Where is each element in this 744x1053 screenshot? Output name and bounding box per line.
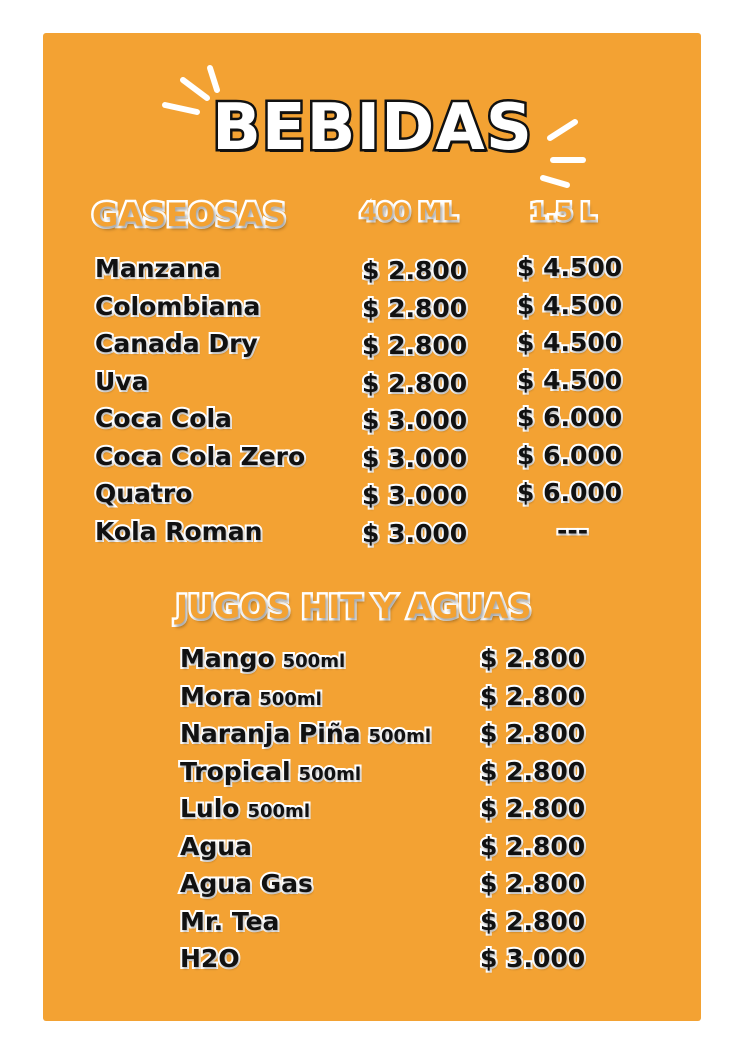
jugo-name: Naranja Piña — [180, 719, 361, 748]
jugo-price: $ 2.800 — [480, 719, 586, 748]
jugo-item — [180, 832, 252, 861]
price-400ml: $ 2.800 — [362, 293, 468, 323]
gaseosa-name: Quatro — [95, 479, 193, 508]
jugo-price: $ 2.800 — [480, 869, 586, 898]
jugo-price: $ 2.800 — [480, 644, 586, 673]
jugo-item — [180, 944, 240, 973]
price-400ml: $ 2.800 — [362, 331, 468, 360]
jugo-price: $ 2.800 — [480, 681, 586, 711]
price-1-5l: --- — [557, 515, 589, 545]
section-heading-jugos: JUGOS HIT Y AGUAS — [176, 588, 532, 626]
gaseosa-name: Manzana — [95, 254, 221, 283]
price-400ml: $ 3.000 — [362, 443, 468, 473]
jugo-size: 500ml — [259, 688, 322, 710]
jugo-item — [180, 719, 431, 748]
jugo-name: Mango — [180, 644, 275, 673]
jugo-name: Lulo — [180, 794, 240, 823]
price-1-5l: $ 6.000 — [517, 440, 623, 470]
jugo-name: H2O — [180, 944, 240, 973]
jugo-item — [180, 757, 361, 786]
price-1-5l: $ 6.000 — [517, 478, 623, 507]
price-400ml: $ 3.000 — [362, 406, 468, 435]
jugo-name: Tropical — [180, 756, 291, 786]
jugo-price: $ 2.800 — [480, 794, 586, 823]
price-400ml: $ 2.800 — [362, 256, 468, 285]
gaseosa-name: Uva — [95, 366, 149, 396]
jugo-item — [180, 682, 322, 711]
jugo-price: $ 2.800 — [480, 756, 586, 786]
column-header-400ml: 400 ML — [360, 198, 458, 226]
jugo-size: 500ml — [247, 801, 310, 822]
jugo-price: $ 2.800 — [480, 906, 586, 936]
jugo-size: 500ml — [282, 651, 346, 672]
price-1-5l: $ 4.500 — [517, 328, 623, 357]
price-1-5l: $ 4.500 — [517, 290, 623, 320]
price-1-5l: $ 6.000 — [517, 403, 623, 432]
jugo-item — [180, 907, 279, 936]
price-400ml: $ 2.800 — [362, 368, 468, 398]
jugo-price: $ 2.800 — [480, 831, 586, 861]
jugo-name: Agua Gas — [180, 869, 313, 898]
jugo-name: Agua — [180, 831, 252, 861]
section-heading-gaseosas: GASEOSAS — [92, 196, 286, 234]
column-header-1-5l: 1.5 L — [530, 198, 597, 226]
gaseosa-name: Coca Cola Zero — [95, 441, 306, 471]
price-400ml: $ 3.000 — [362, 518, 468, 548]
price-1-5l: $ 4.500 — [517, 253, 623, 282]
jugo-item — [180, 644, 345, 673]
gaseosa-name: Colombiana — [95, 291, 261, 321]
jugo-name: Mr. Tea — [180, 906, 280, 936]
gaseosa-name: Canada Dry — [95, 329, 258, 358]
price-400ml: $ 3.000 — [362, 481, 468, 510]
jugo-name: Mora — [180, 681, 252, 711]
jugo-size: 500ml — [298, 763, 362, 785]
gaseosa-name: Coca Cola — [95, 404, 232, 433]
jugo-size: 500ml — [368, 726, 431, 747]
gaseosa-name: Kola Roman — [95, 516, 263, 546]
jugo-price: $ 3.000 — [480, 944, 586, 973]
jugo-item — [180, 869, 313, 898]
menu-title: BEBIDAS — [212, 91, 533, 165]
jugo-item — [180, 794, 310, 823]
price-1-5l: $ 4.500 — [517, 365, 623, 395]
